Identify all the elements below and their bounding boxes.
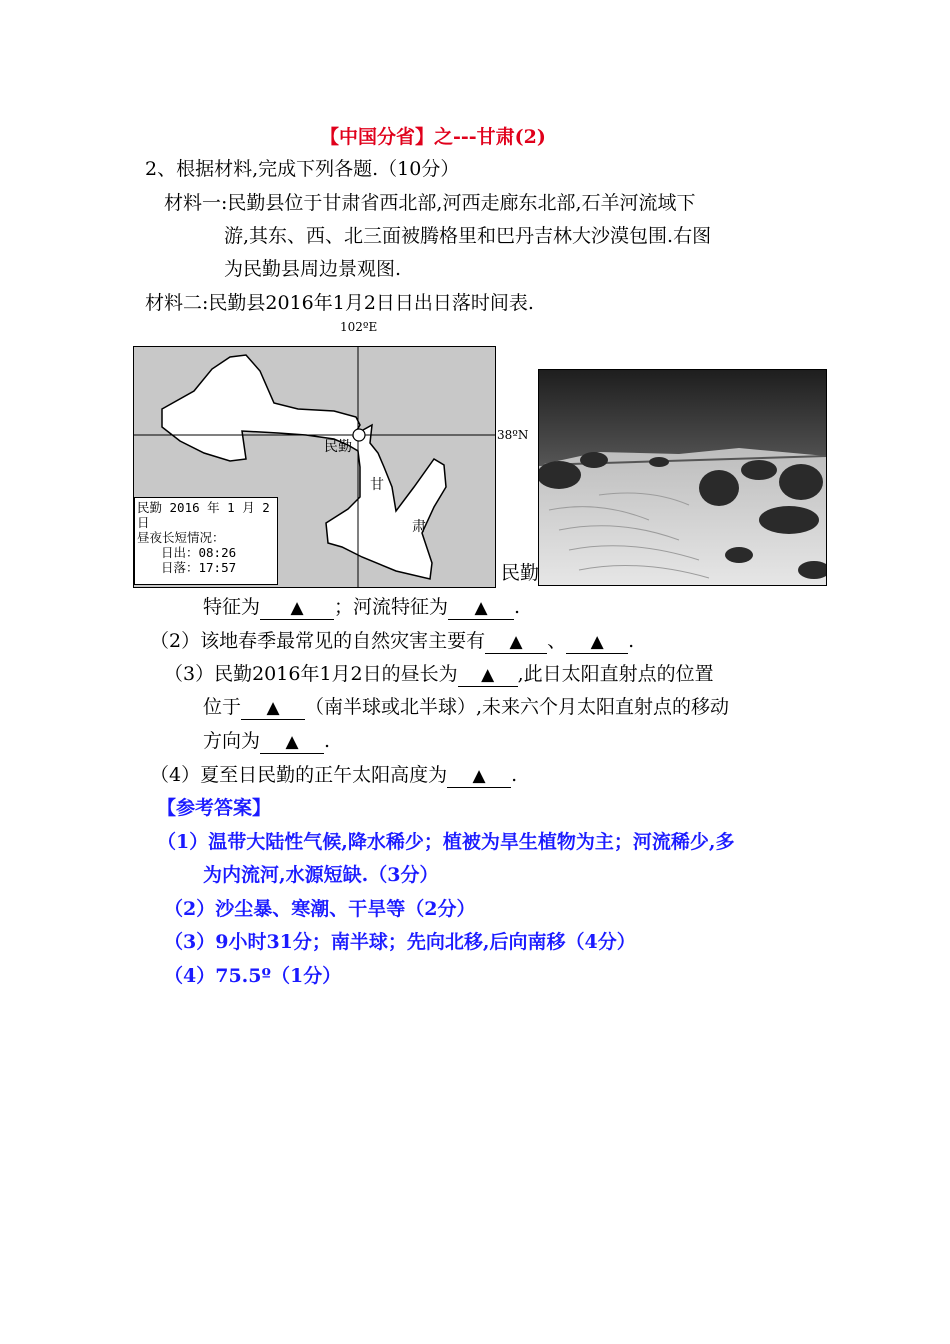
answer-1-line1: （1）温带大陆性气候,降水稀少；植被为旱生植物为主；河流稀少,多 xyxy=(157,831,735,853)
q3-text: （3）民勤2016年1月2日的昼长为 xyxy=(164,663,458,685)
q3-text: ,此日太阳直射点的位置 xyxy=(517,663,714,685)
province-char-su: 肃 xyxy=(412,519,426,535)
q1-text: ；河流特征为 xyxy=(334,596,449,618)
material2: 材料二:民勤县2016年1月2日日出日落时间表. xyxy=(145,292,534,314)
answer-blank[interactable] xyxy=(458,663,518,687)
photo-svg xyxy=(539,370,826,585)
answers-header: 【参考答案】 xyxy=(157,797,272,819)
blank-triangle: ▲ xyxy=(474,598,488,618)
desert-landscape-photo xyxy=(538,369,827,586)
answer-blank[interactable] xyxy=(566,630,628,654)
page-title: 【中国分省】之---甘肃(2) xyxy=(320,126,546,148)
answer-4: （4）75.5º（1分） xyxy=(164,965,342,987)
answer-1-line2: 为内流河,水源短缺.（3分） xyxy=(203,864,439,886)
material1-line2: 游,其东、西、北三面被腾格里和巴丹吉林大沙漠包围.右图 xyxy=(224,225,712,247)
question-2 xyxy=(150,628,634,654)
question-4 xyxy=(150,762,517,788)
question-intro: 2、根据材料,完成下列各题.（10分） xyxy=(145,158,460,180)
question-3-line2 xyxy=(203,694,729,720)
blank-triangle: ▲ xyxy=(266,698,280,718)
town-marker xyxy=(353,429,365,441)
q2-text: （2）该地春季最常见的自然灾害主要有 xyxy=(150,630,486,652)
blank-triangle: ▲ xyxy=(290,598,304,618)
q3-text: （南半球或北半球）,未来六个月太阳直射点的移动 xyxy=(305,696,730,718)
answer-blank[interactable] xyxy=(241,696,305,720)
q4-text: （4）夏至日民勤的正午太阳高度为 xyxy=(150,764,448,786)
q3-text: 方向为 xyxy=(203,730,261,752)
info-line: 日落：17:57 xyxy=(161,560,237,575)
q1-text: . xyxy=(514,596,521,618)
blank-triangle: ▲ xyxy=(285,732,299,752)
blank-triangle: ▲ xyxy=(509,632,523,652)
material1-line3: 为民勤县周边景观图. xyxy=(224,258,402,280)
question-3-line3 xyxy=(203,728,330,754)
q3-text: 位于 xyxy=(203,696,242,718)
q4-text: . xyxy=(511,764,518,786)
q1-overflow-text: 民勤 xyxy=(501,562,540,584)
info-line: 民勤 2016 年 1 月 2 xyxy=(137,500,270,515)
blank-triangle: ▲ xyxy=(590,632,604,652)
longitude-label: 102ºE xyxy=(340,320,378,334)
answer-blank[interactable] xyxy=(448,596,514,620)
q3-text: . xyxy=(324,730,331,752)
question-3-line1 xyxy=(164,661,714,687)
sunrise-info-box xyxy=(134,497,278,585)
blank-triangle: ▲ xyxy=(472,766,486,786)
q1-continuation xyxy=(203,594,520,620)
info-line: 日 xyxy=(137,515,150,530)
answer-2: （2）沙尘暴、寒潮、干旱等（2分） xyxy=(164,898,476,920)
info-line: 日出：08:26 xyxy=(161,545,237,560)
q2-text: 、 xyxy=(547,630,567,652)
q1-text: 特征为 xyxy=(203,596,261,618)
q2-text: . xyxy=(628,630,635,652)
blank-triangle: ▲ xyxy=(481,665,495,685)
town-label: 民勤 xyxy=(324,439,352,455)
latitude-label: 38ºN xyxy=(497,428,529,442)
location-map xyxy=(133,346,496,588)
answer-3: （3）9小时31分；南半球；先向北移,后向南移（4分） xyxy=(164,931,636,953)
province-char-gan: 甘 xyxy=(370,477,384,493)
info-line: 昼夜长短情况： xyxy=(137,530,225,545)
answer-blank[interactable] xyxy=(260,596,334,620)
answer-blank[interactable] xyxy=(260,730,324,754)
answer-blank[interactable] xyxy=(485,630,547,654)
answer-blank[interactable] xyxy=(447,764,511,788)
material1-line1: 材料一:民勤县位于甘肃省西北部,河西走廊东北部,石羊河流域下 xyxy=(164,192,696,214)
